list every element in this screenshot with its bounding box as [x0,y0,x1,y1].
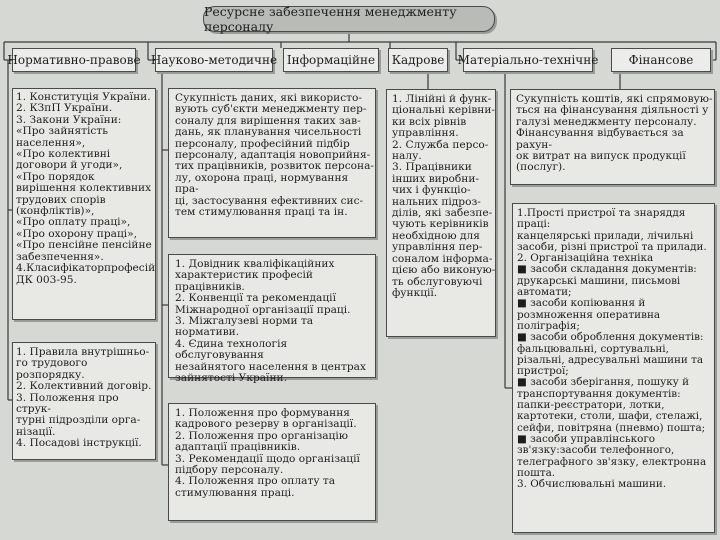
normative-internal-box [12,342,156,460]
header-methodical: Науково-методичне [155,48,273,72]
financial-box [510,89,715,185]
header-material: Матеріально-технічне [463,48,593,72]
personnel-text: 1. Лінійні й функ- ціональні керівни- ки всіх рівнів управління. 2. Служба персо- налу. 3. Працівники інших виробни- чих і функціо- нальних підроз- ділів, які забезпе- чують керівників необхідною для управління пер- соналом інформа- цією або виконую- ть обслуговуючі функції. [392,93,496,299]
methodical-definition-box [168,88,376,238]
financial-text: Сукупність коштів, які спрямовую- ться на фінансування діяльності у галузі менеджменту персоналу. Фінансування відбувається за рахун- ок витрат на випуск продукції (послуг). [516,93,713,174]
header-personnel: Кадрове [388,48,448,72]
normative-internal-text: 1. Правила внутрішньо- го трудового розпорядку. 2. Колективний договір. 3. Положення про струк- турні підрозділи орга- нізації. 4. Посадові інструкції. [16,346,152,450]
personnel-box [386,89,496,337]
material-text: 1.Прості пристрої та знаряддя праці: канцелярські прилади, лічильні засоби, різні пристрої та прилади. 2. Організаційна техніка ■ засоби складання документів: друкарські машини, письмові автомати; ■ засоби копіювання й розмноження оперативна поліграфія; ■ засоби оброблення документів: фальцювальні, сортувальні, різальні, адресувальні машини та пристрої; ■ засоби зберігання, пошуку й транспортування документів: папки-реєстратори, лотки, картотеки, столи, шафи, стелажі, сейфи, повітряна (пневмо) пошта; ■ засоби управлінського зв'язку:засоби телефонного, телеграфного зв'язку, електронна пошта. 3. Обчислювальні машини. [517,207,707,491]
header-informational: Інформаційне [283,48,379,72]
methodical-regulations-text: 1. Положення про формування кадрового резерву в організації. 2. Положення про організацію адаптації працівників. 3. Рекомендації щодо організації підбору персоналу. 4. Положення про оплату та стимулювання праці. [175,407,360,499]
material-box [512,203,715,533]
methodical-sources-text: 1. Довідник кваліфікаційних характеристик професій працівників. 2. Конвенції та рекомендації Міжнародної організації праці. 3. Міжгалузеві норми та нормативи. 4. Єдина технологія обслуговування незайнятого населення в центрах зайнятості України. [175,258,366,385]
methodical-definition-text: Сукупність даних, які використо- вують суб'єкти менеджменту пер- соналу для вирішення таких зав- дань, як планування чисельності персоналу, професійний підбір персоналу, адаптація новоприйня- тих працівників, розвиток персона- лу, охорона праці, нормування пра- ці, застосування ефективних сис- тем стимулювання праці та ін. [175,92,374,219]
header-normative: Нормативно-правове [12,48,136,72]
diagram-title: Ресурсне забезпечення менеджменту персоналу [203,6,495,32]
normative-laws-text: 1. Конституція України. 2. КЗпП України. 3. Закони України: «Про зайнятість населення», «Про колективні договори й угоди», «Про порядок вирішення колективних трудових спорів (конфліктів)», «Про оплату праці», «Про охорону праці», «Про пенсійне пенсійне забезпечення». 4.Класифікаторпрофесій ДК 003-95. [16,91,156,286]
methodical-regulations-box [168,403,376,521]
header-financial: Фінансове [611,48,711,72]
methodical-sources-box [168,254,376,385]
normative-laws-box [12,88,156,320]
